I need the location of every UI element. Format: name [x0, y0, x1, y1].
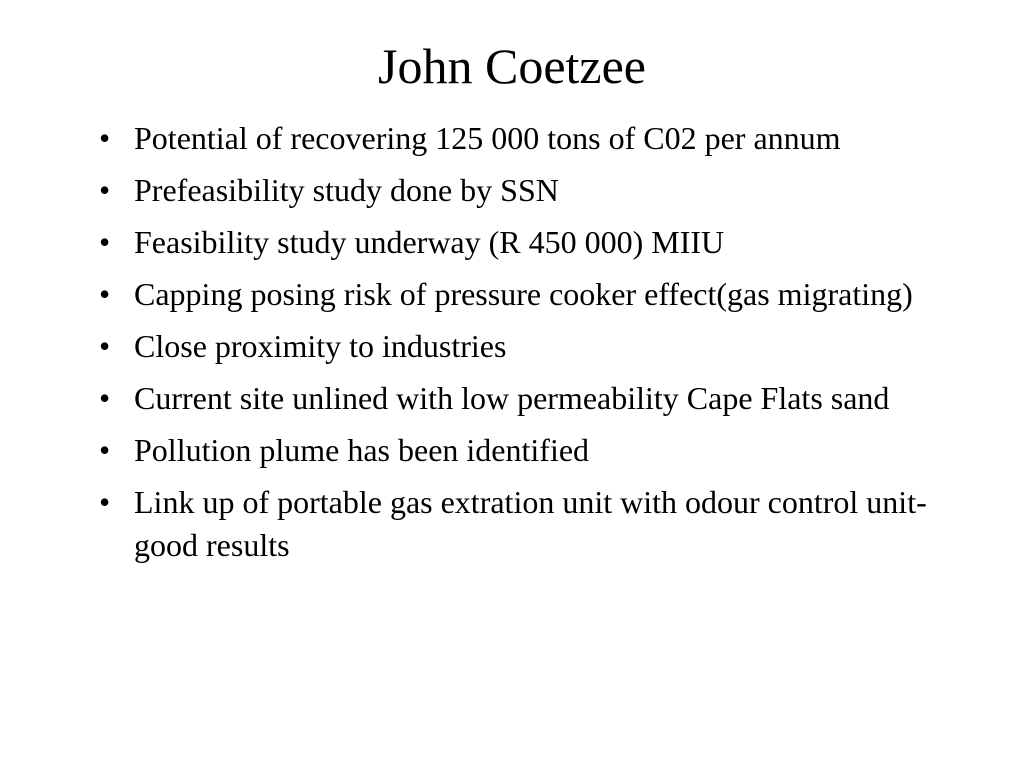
bullet-text: Current site unlined with low permeability Cape Flats sand — [134, 380, 890, 416]
bullet-text: Close proximity to industries — [134, 328, 507, 364]
bullet-item — [99, 169, 939, 212]
bullet-text: Feasibility study underway (R 450 000) MIIU — [134, 224, 725, 260]
bullet-icon: • — [99, 276, 111, 312]
bullet-icon: • — [99, 120, 111, 156]
bullet-item — [99, 273, 939, 316]
bullet-item — [99, 481, 939, 567]
bullet-item — [99, 325, 939, 368]
bullet-text: Potential of recovering 125 000 tons of C02 per annum — [134, 120, 841, 156]
bullet-icon: • — [99, 328, 111, 364]
bullet-icon: • — [99, 432, 111, 468]
bullet-text: Link up of portable gas extration unit with odour control unit- good results — [134, 484, 927, 563]
bullet-item — [99, 117, 939, 160]
bullet-icon: • — [99, 172, 111, 208]
bullet-text: Prefeasibility study done by SSN — [134, 172, 559, 208]
bullet-icon: • — [99, 380, 111, 416]
bullet-list — [99, 117, 939, 576]
bullet-item — [99, 221, 939, 264]
bullet-item — [99, 429, 939, 472]
slide-title: John Coetzee — [378, 38, 646, 94]
bullet-text: Capping posing risk of pressure cooker effect(gas migrating) — [134, 276, 913, 312]
bullet-item — [99, 377, 939, 420]
bullet-icon: • — [99, 484, 111, 520]
bullet-text: Pollution plume has been identified — [134, 432, 590, 468]
bullet-icon: • — [99, 224, 111, 260]
